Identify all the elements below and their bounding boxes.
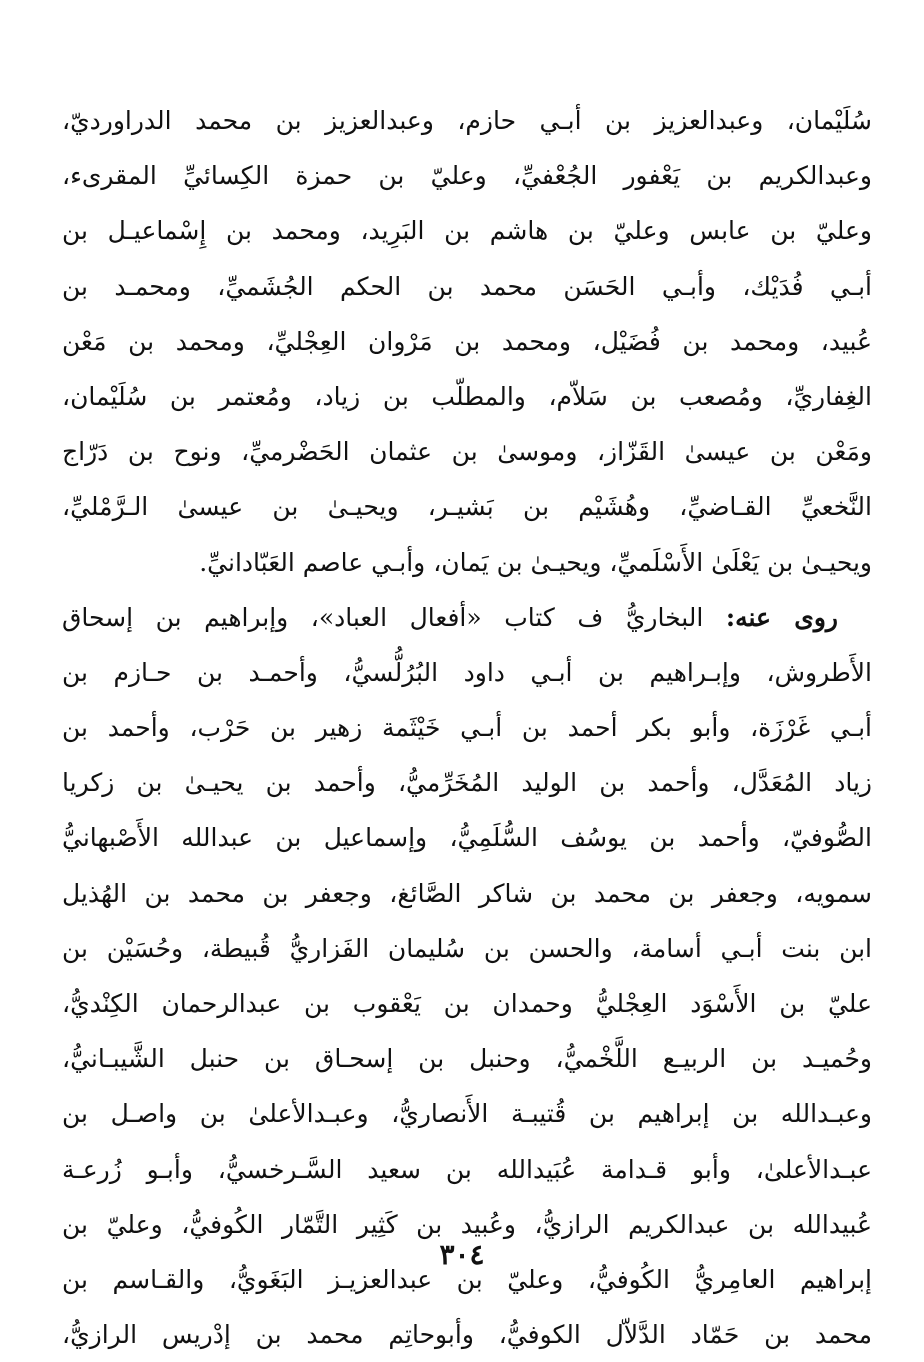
text-line: عبـدالأعلىٰ، وأبو قـدامة عُبَيدالله بن سعيد السَّـرخسيُّ، وأبـو زُرعـة — [62, 1154, 872, 1184]
text-line: وحُميـد بن الربيـع اللَّخْميُّ، وحنبل بن إسحـاق بن حنبل الشَّيبـانيُّ، — [62, 1044, 872, 1074]
text-line: النَّخعيِّ القـاضيِّ، وهُشَيْم بن بَشيـر، ويحيـىٰ بن عيسىٰ الـرَّمْليِّ، — [62, 492, 872, 522]
text-line: أبـي غَرْزَة، وأبو بكر أحمد بن أبـي خَيْثَمة زهير بن حَرْب، وأحمد بن — [62, 713, 872, 743]
text-body — [62, 93, 872, 1362]
text-line: إبراهيم العامِريُّ الكُوفيُّ، وعليّ بن عبدالعزيـز البَغَويُّ، والقـاسم بن — [62, 1264, 872, 1294]
text-line: عليّ بن الأَسْوَد العِجْليُّ وحمدان بن يَعْقوب بن عبدالرحمان الكِنْديُّ، — [62, 989, 872, 1018]
text-line: الأَطروش، وإبـراهيم بن أبـي داود البُرُلُّسيُّ، وأحمـد بن حـازم بن — [62, 657, 872, 687]
paragraph-end-line: ويحيـىٰ بن يَعْلَىٰ الأَسْلَميِّ، ويحيـىٰ بن يَمان، وأبـي عاصم العَبّادانيِّ. — [199, 547, 872, 577]
text-line: الغِفاريِّ، ومُصعب بن سَلاّم، والمطلّب بن زياد، ومُعتمر بن سُلَيْمان، — [62, 381, 872, 411]
text-line: ابن بنت أبـي أسامة، والحسن بن سُليمان الفَزاريُّ قُبيطة، وحُسَيْن بن — [62, 933, 872, 963]
text-line: زياد المُعَدَّل، وأحمد بن الوليد المُخَرِّميُّ، وأحمد بن يحيـىٰ بن زكريا — [62, 768, 872, 798]
text-line: محمد بن حَمّاد الدَّلاّل الكوفيُّ، وأبوحاتِم محمد بن إدْريس الرازيُّ، — [62, 1320, 872, 1350]
text-line: ومَعْن بن عيسىٰ القَزّاز، وموسىٰ بن عثمان الحَضْرميِّ، ونوح بن دَرّاج — [62, 437, 872, 467]
text-line: سمويه، وجعفر بن محمد بن شاكر الصَّائغ، وجعفر بن محمد بن الهُذيل — [62, 878, 872, 908]
text-line: أبـي فُدَيْك، وأبـي الحَسَن محمد بن الحكم الجُشَميِّ، ومحمـد بن — [62, 271, 872, 301]
page-number: ٣٠٤ — [439, 1238, 485, 1271]
text-line: وعبـدالله بن إبراهيم بن قُتيبـة الأَنصاريُّ، وعبـدالأعلىٰ بن واصـل بن — [62, 1099, 872, 1129]
narrators-heading: روى عنه: — [725, 602, 838, 632]
text-line: عُبيدالله بن عبدالكريم الرازيُّ، وعُبيد بن كَثِير التَّمّار الكُوفيُّ، وعليّ بن — [62, 1209, 872, 1239]
paragraph-start-line — [62, 590, 872, 645]
text-line: وعبدالكريم بن يَعْفور الجُعْفيِّ، وعليّ بن حمزة الكِسائيِّ المقرىء، — [62, 161, 872, 191]
text-line: الصُّوفيّ، وأحمد بن يوسُف السُّلَمِيُّ، وإسماعيل بن عبدالله الأَصْبهانيُّ — [62, 823, 872, 853]
text-line: سُلَيْمان، وعبدالعزيز بن أبـي حازم، وعبدالعزيز بن محمد الدراورديّ، — [62, 106, 872, 135]
text-span: البخاريُّ ف كتاب «أفعال العباد»، وإبراهيم بن إسحاق — [62, 602, 726, 632]
text-line: وعليّ بن عابس وعليّ بن هاشم بن البَرِيد، ومحمد بن إِسْماعيـل بن — [62, 216, 872, 246]
text-line: عُبيد، ومحمد بن فُضَيْل، ومحمد بن مَرْوان العِجْليِّ، ومحمد بن مَعْن — [62, 326, 872, 356]
